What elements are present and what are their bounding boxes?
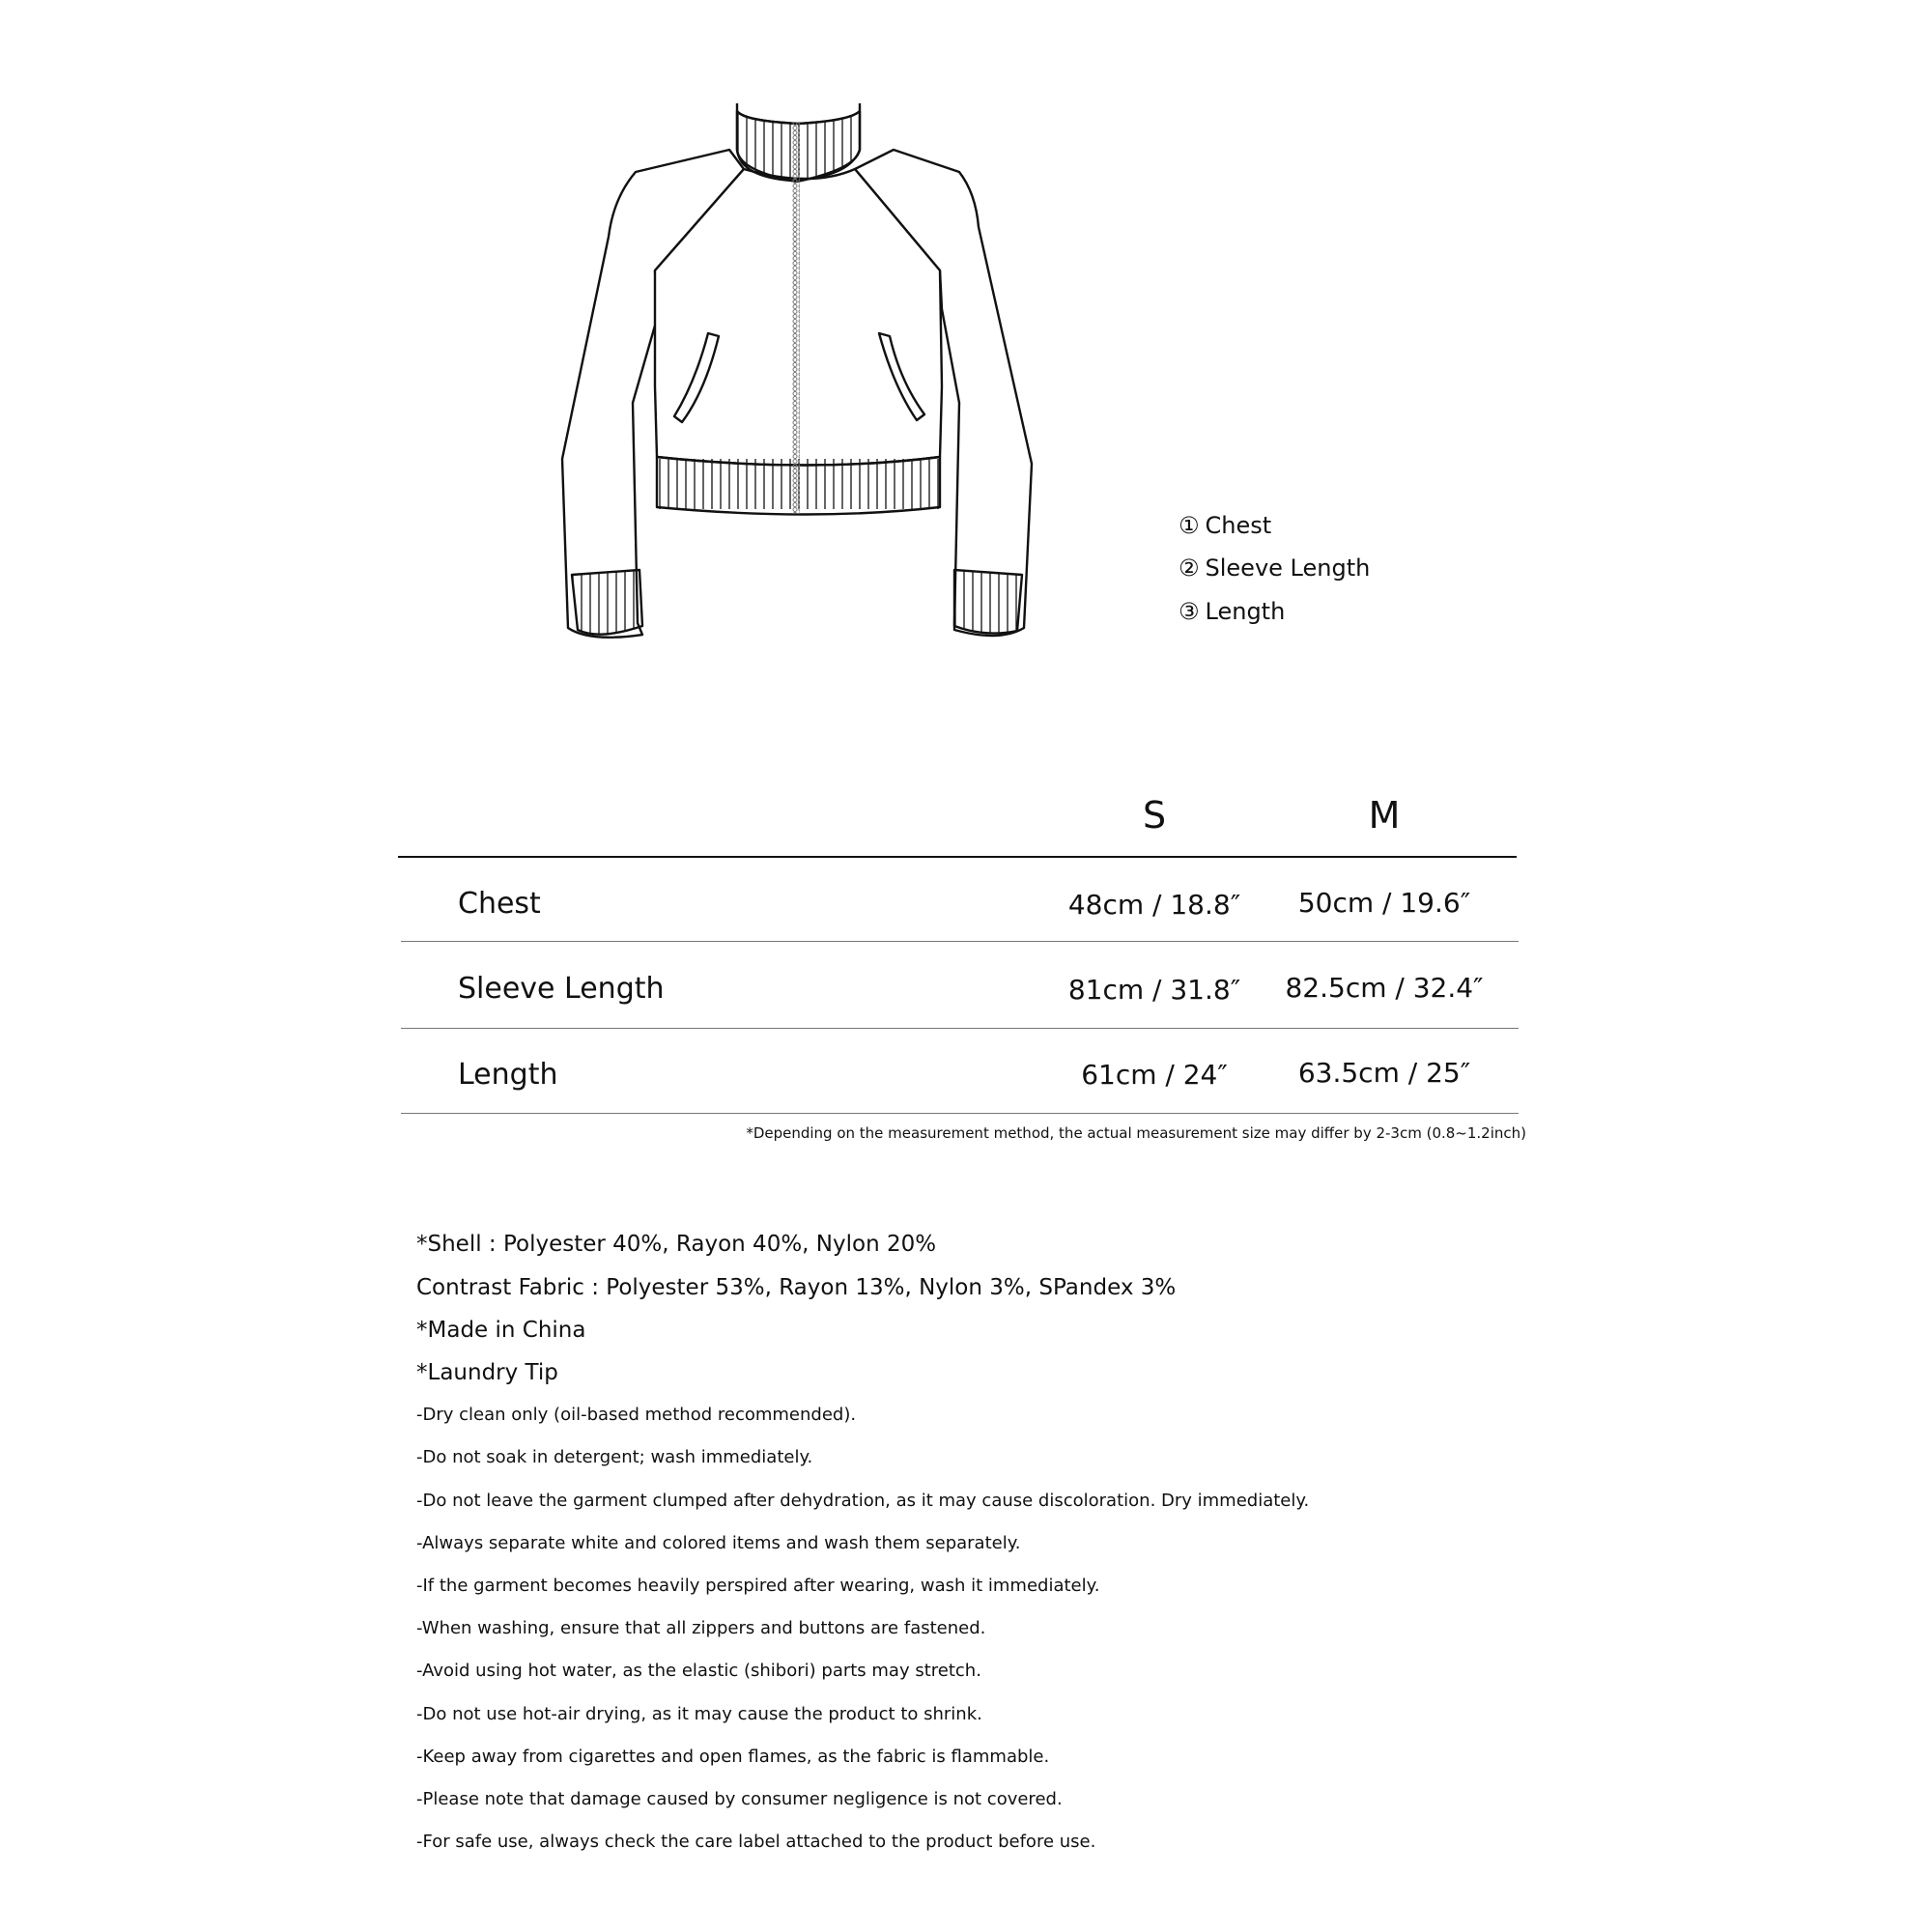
laundry-tip: -Do not leave the garment clumped after dehydration, as it may cause discoloration. Dry immediately. [416, 1491, 1310, 1511]
legend-number: ① [1179, 512, 1200, 539]
laundry-tip: -Please note that damage caused by consumer negligence is not covered. [416, 1789, 1063, 1809]
laundry-heading: *Laundry Tip [416, 1360, 558, 1385]
laundry-tip: -Dry clean only (oil-based method recommended). [416, 1405, 857, 1425]
jacket-illustration [560, 92, 1063, 729]
cell-sleeve-length-m: 82.5cm / 32.4″ [1285, 972, 1484, 1004]
legend-number: ③ [1179, 598, 1200, 625]
laundry-tip: -For safe use, always check the care label attached to the product before use. [416, 1832, 1096, 1852]
cell-chest-s: 48cm / 18.8″ [1067, 889, 1241, 921]
cell-length-s: 61cm / 24″ [1081, 1059, 1228, 1091]
laundry-tip: -If the garment becomes heavily perspired after wearing, wash it immediately. [416, 1576, 1100, 1596]
legend-label: Sleeve Length [1205, 554, 1371, 582]
column-header-s: S [1142, 794, 1167, 837]
legend-item-sleeve-length [1179, 554, 1370, 582]
laundry-tip: -Avoid using hot water, as the elastic (shibori) parts may stretch. [416, 1661, 981, 1681]
legend-item-chest [1179, 512, 1271, 539]
row-label-sleeve-length: Sleeve Length [458, 972, 665, 1006]
contrast-fabric-composition: Contrast Fabric : Polyester 53%, Rayon 13%, Nylon 3%, SPandex 3% [416, 1275, 1177, 1300]
legend-label: Length [1205, 598, 1286, 625]
cell-length-m: 63.5cm / 25″ [1297, 1057, 1471, 1089]
legend-item-length [1179, 598, 1285, 625]
row-divider [401, 941, 1519, 942]
laundry-tip: -Keep away from cigarettes and open flames, as the fabric is flammable. [416, 1747, 1050, 1767]
row-label-length: Length [458, 1058, 558, 1092]
row-divider [401, 1028, 1519, 1029]
cell-sleeve-length-s: 81cm / 31.8″ [1067, 974, 1241, 1006]
legend-label: Chest [1205, 512, 1272, 539]
row-label-chest: Chest [458, 887, 541, 921]
cell-chest-m: 50cm / 19.6″ [1297, 887, 1471, 919]
shell-composition: *Shell : Polyester 40%, Rayon 40%, Nylon 20% [416, 1232, 937, 1257]
measurement-note: *Depending on the measurement method, the actual measurement size may differ by 2-3cm (0.8~1.2inch) [746, 1124, 1526, 1142]
laundry-tip: -Do not use hot-air drying, as it may cause the product to shrink. [416, 1704, 982, 1724]
laundry-tip: -Always separate white and colored items and wash them separately. [416, 1533, 1021, 1553]
row-divider [401, 1113, 1519, 1114]
table-header-divider [398, 856, 1517, 858]
legend-number: ② [1179, 554, 1200, 582]
laundry-tip: -When washing, ensure that all zippers and buttons are fastened. [416, 1618, 986, 1638]
laundry-tip: -Do not soak in detergent; wash immediately. [416, 1447, 813, 1467]
country-of-origin: *Made in China [416, 1318, 586, 1343]
column-header-m: M [1368, 794, 1401, 837]
